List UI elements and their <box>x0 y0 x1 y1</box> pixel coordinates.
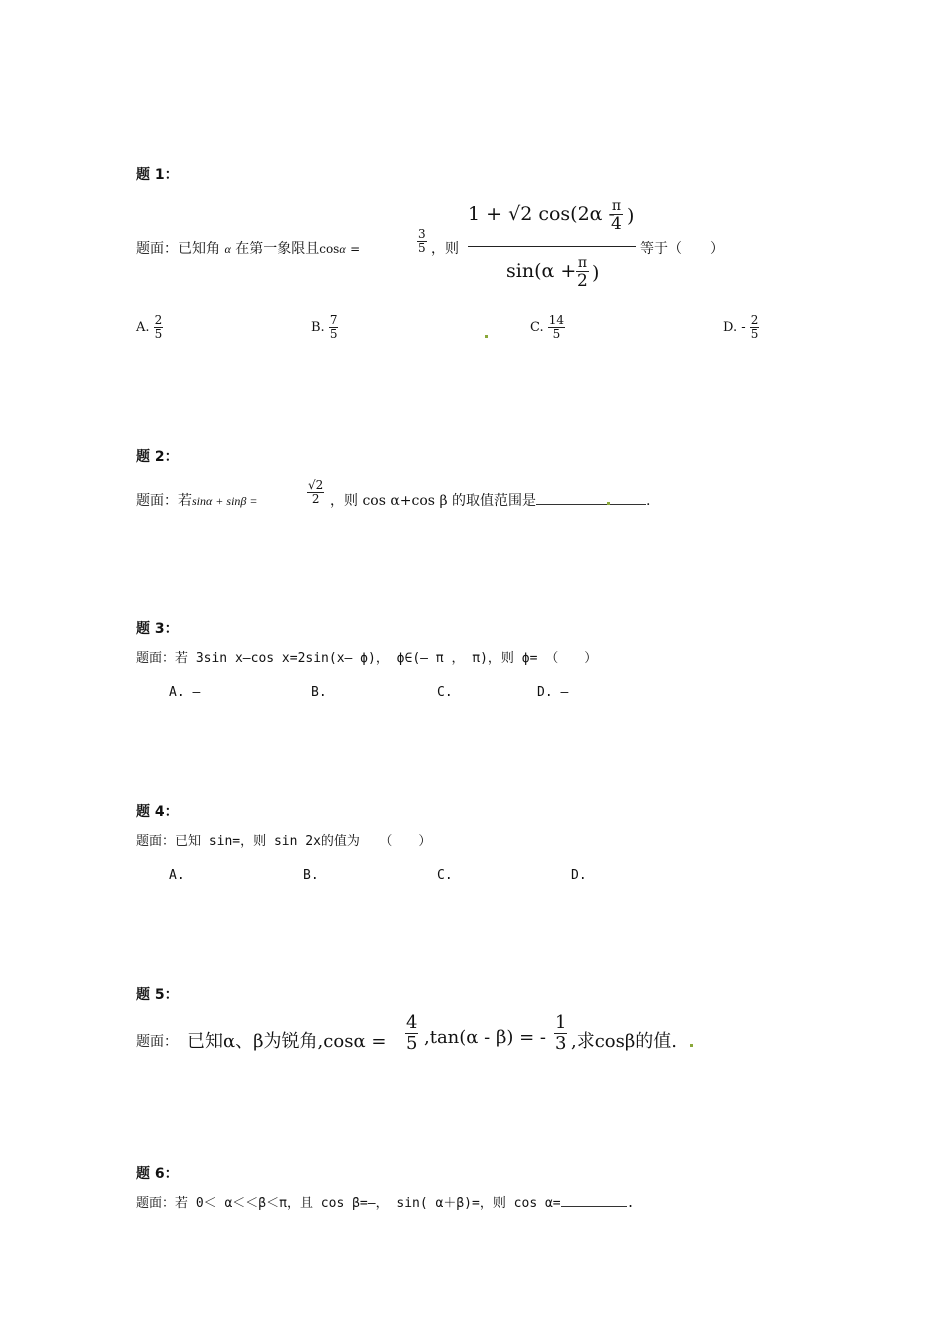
fraction-one-third <box>554 1013 567 1054</box>
answer-blank[interactable] <box>536 492 646 505</box>
option-d <box>723 314 759 341</box>
option-c: C. <box>437 868 453 883</box>
problem-5-title: 题 5： <box>136 987 179 1003</box>
problem-1-then: ，则 <box>431 241 459 257</box>
problem-3-title: 题 3： <box>136 621 179 637</box>
marker-dot <box>690 1044 693 1047</box>
big-fraction-denominator <box>506 260 576 282</box>
fraction-denominator: 4 <box>611 214 622 235</box>
option-fraction <box>750 314 760 341</box>
problem-6-text: 题面：若 0＜ α＜＜β＜π，且 cos β=—， sin( α＋β)=，则 cos α= <box>136 1196 561 1211</box>
option-a <box>136 314 163 341</box>
problem-1-text: 在第一象限且 <box>235 241 320 257</box>
fraction-denominator: 5 <box>329 327 338 342</box>
marker-dot <box>485 335 488 338</box>
numerator-expression: 1 + √2 cos(2α - <box>468 203 615 225</box>
option-label: C. <box>530 320 544 336</box>
problem-6-title: 题 6： <box>136 1166 179 1182</box>
option-label: D. <box>723 320 738 336</box>
problem-5-body-1: 已知α、β为锐角,cosα = <box>187 1031 387 1052</box>
fraction-numerator: 1 <box>555 1012 567 1033</box>
marker-dot <box>607 502 610 505</box>
fraction-numerator: 2 <box>750 313 759 327</box>
fraction-denominator: 3 <box>555 1032 567 1054</box>
problem-1-stem <box>136 238 360 258</box>
option-d: D. — <box>537 685 569 700</box>
problem-5-body-3: ,求cosβ的值. <box>571 1031 678 1052</box>
period: . <box>626 1196 635 1211</box>
option-c <box>530 314 565 341</box>
pi-over-four <box>610 199 623 234</box>
problem-2-prefix: 题面：若 <box>136 493 192 509</box>
pi-symbol: π <box>611 198 622 214</box>
answer-blank[interactable] <box>561 1194 627 1207</box>
pi-over-two <box>576 256 589 291</box>
cos-text: cos <box>319 242 340 256</box>
option-label: A. <box>136 320 150 336</box>
problem-3-stem: 题面：若 3sin x—cos x=2sin(x— ϕ)， ϕ∈(— π ， π)，则 ϕ= （ ） <box>136 651 598 666</box>
equals-sign: = <box>350 242 361 256</box>
fraction-numerator: 14 <box>548 313 565 327</box>
option-b: B. <box>311 685 327 700</box>
problem-4-stem: 题面：已知 sin=，则 sin 2x的值为 （ ） <box>136 834 432 849</box>
option-c: C. <box>437 685 453 700</box>
fraction-denominator: 2 <box>577 271 588 292</box>
problem-2-rest <box>330 490 650 510</box>
fraction-numerator: 4 <box>406 1012 418 1033</box>
problem-2-stem <box>136 490 257 510</box>
problem-1-tail: 等于（ ） <box>640 241 724 257</box>
problem-5-prefix: 题面： <box>136 1034 178 1050</box>
fraction-numerator: 7 <box>329 313 338 327</box>
option-a: A. — <box>169 685 201 700</box>
problem-2-title: 题 2： <box>136 449 179 465</box>
problem-6-stem <box>136 1192 634 1211</box>
option-fraction <box>154 314 164 341</box>
minus-sign: - <box>741 320 746 336</box>
option-fraction <box>329 314 339 341</box>
fraction-denominator: 2 <box>311 492 320 507</box>
period: . <box>646 493 651 509</box>
fraction-numerator: 2 <box>154 313 163 327</box>
alpha-symbol: α <box>224 242 231 256</box>
alpha-symbol: α <box>339 242 346 256</box>
option-b: B. <box>303 868 319 883</box>
sum-expression: sinα + sinβ = <box>192 494 258 508</box>
fraction-numerator: 3 <box>418 227 426 241</box>
close-paren: ) <box>627 205 635 227</box>
big-fraction-numerator <box>468 203 615 225</box>
option-a: A. <box>169 868 185 883</box>
problem-1-prefix: 题面：已知角 <box>136 241 220 257</box>
option-fraction <box>548 314 565 341</box>
fraction-denominator: 5 <box>552 327 561 342</box>
fraction-denominator: 5 <box>750 327 759 342</box>
problem-5-body-2: ,tan(α - β) = - <box>424 1027 547 1048</box>
fraction-denominator: 5 <box>418 241 426 256</box>
denominator-expression: sin(α + <box>506 260 577 282</box>
problem-1-title: 题 1： <box>136 167 179 183</box>
pi-symbol: π <box>577 255 588 271</box>
problem-4-title: 题 4： <box>136 804 179 820</box>
option-d: D. <box>571 868 587 883</box>
fraction-four-fifths <box>405 1013 418 1054</box>
option-b <box>311 314 338 341</box>
problem-2-text: ，则 cos α+cos β 的取值范围是 <box>330 493 536 509</box>
fraction-root2-over-2 <box>307 479 324 506</box>
fraction-numerator: √2 <box>308 478 324 492</box>
fraction-denominator: 5 <box>154 327 163 342</box>
fraction-denominator: 5 <box>406 1032 418 1054</box>
fraction-three-fifths <box>417 228 427 255</box>
main-fraction-bar <box>468 246 636 247</box>
close-paren: ) <box>592 262 600 284</box>
option-label: B. <box>311 320 325 336</box>
